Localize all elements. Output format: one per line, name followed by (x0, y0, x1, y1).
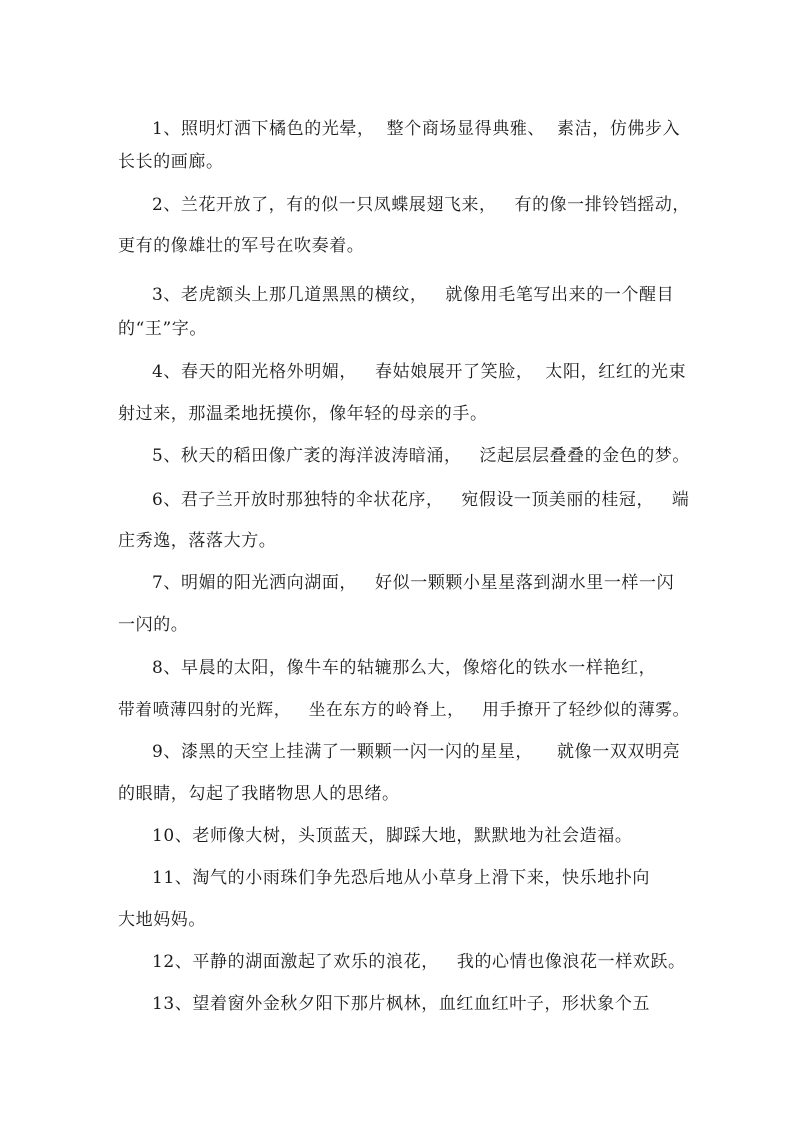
text-line: 9、漆黑的天空上挂满了一颗颗一闪一闪的星星， 就像一双双明亮 (152, 742, 681, 762)
text-line: 一闪的。 (118, 615, 189, 635)
text-line: 10、老师像大树，头顶蓝天，脚踩大地，默默地为社会造福。 (152, 826, 633, 846)
text-line: 8、早晨的太阳，像牛车的轱辘那么大，像熔化的铁水一样艳红， (152, 658, 657, 678)
text-line: 大地妈妈。 (118, 910, 206, 930)
text-line: 13、望着窗外金秋夕阳下那片枫林，血红血红叶子，形状象个五 (152, 994, 651, 1014)
text-line: 更有的像雄壮的军号在吹奏着。 (118, 236, 365, 256)
text-line: 3、老虎额头上那几道黑黑的横纹， 就像用毛笔写出来的一个醒目 (152, 285, 675, 305)
text-line: 带着喷薄四射的光辉， 坐在东方的岭脊上， 用手撩开了轻纱似的薄雾。 (118, 699, 690, 719)
text-line: 的眼睛，勾起了我睹物思人的思绪。 (118, 784, 400, 804)
text-line: 长长的画廊。 (118, 152, 224, 172)
text-line: 5、秋天的稻田像广袤的海洋波涛暗涌， 泛起层层叠叠的金色的梦。 (152, 445, 690, 465)
text-line: 庄秀逸，落落大方。 (118, 531, 277, 551)
text-line: 1、照明灯洒下橘色的光晕， 整个商场显得典雅、 素洁，仿佛步入 (152, 119, 681, 139)
text-line: 6、君子兰开放时那独特的伞状花序， 宛假设一顶美丽的桂冠， 端 (152, 489, 690, 509)
text-line: 11、淘气的小雨珠们争先恐后地从小草身上滑下来，快乐地扑向 (152, 868, 651, 888)
text-line: 12、平静的湖面激起了欢乐的浪花， 我的心情也像浪花一样欢跃。 (152, 952, 686, 972)
text-line: 7、明媚的阳光洒向湖面， 好似一颗颗小星星落到湖水里一样一闪 (152, 573, 675, 593)
text-line: 2、兰花开放了，有的似一只凤蝶展翅飞来， 有的像一排铃铛摇动， (152, 194, 690, 214)
text-line: 4、春天的阳光格外明媚， 春姑娘展开了笑脸， 太阳，红红的光束 (152, 362, 687, 382)
text-line: 的“王”字。 (118, 319, 207, 339)
text-line: 射过来，那温柔地抚摸你，像年轻的母亲的手。 (118, 404, 488, 424)
